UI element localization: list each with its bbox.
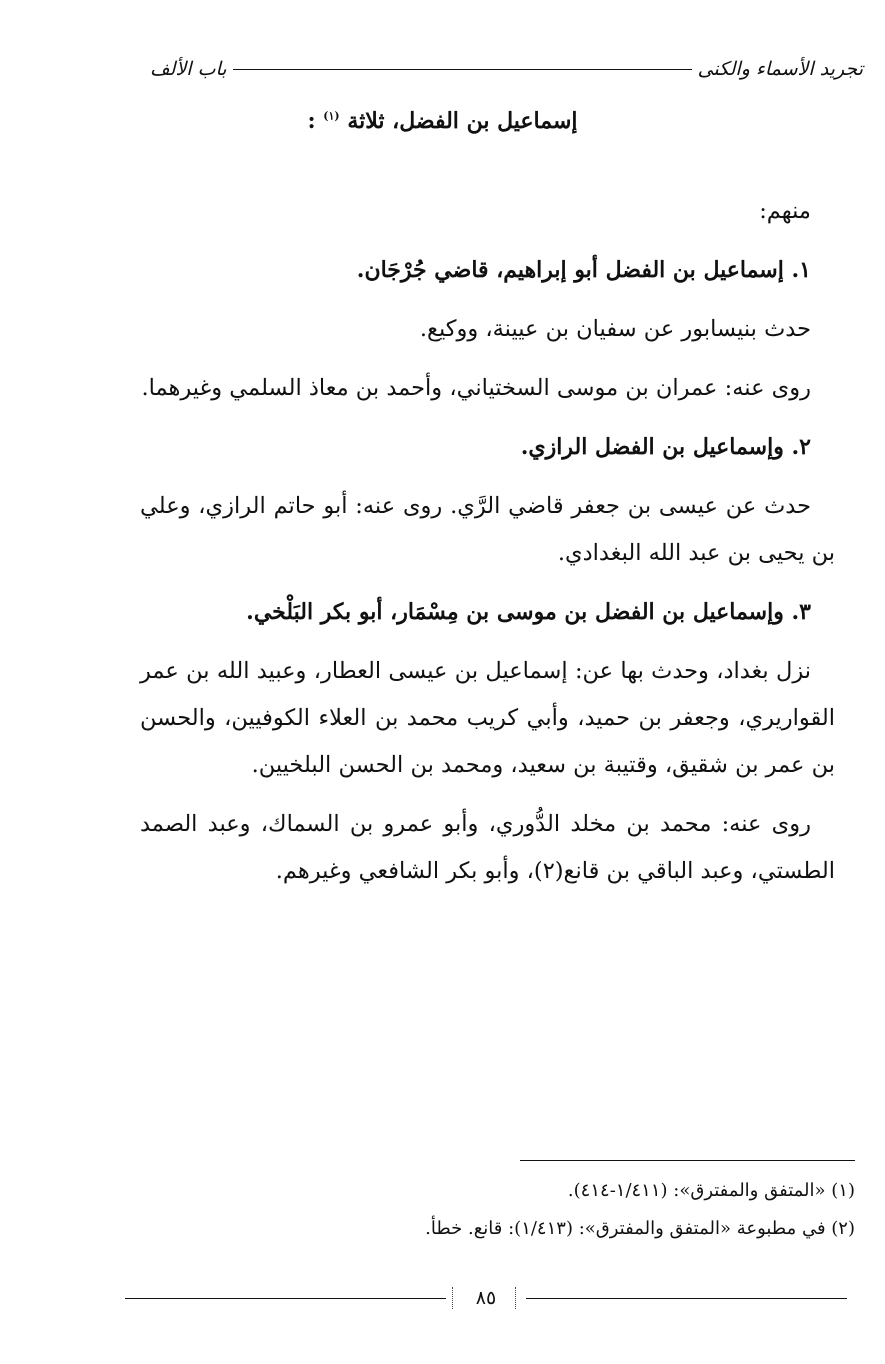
entry-heading-3: ٣. وإسماعيل بن الفضل بن موسى بن مِسْمَار، أبو بكر البَلْخي.: [246, 599, 811, 625]
page-number: ٨٥: [446, 1287, 526, 1309]
section-title-colon: :: [307, 108, 316, 134]
footnote-marker-1: (١): [323, 109, 340, 123]
footnote-2: (٢) في مطبوعة «المتفق والمفترق»: (١/٤١٣): قانع. خطأ.: [425, 1218, 855, 1239]
section-title-text: إسماعيل بن الفضل، ثلاثة: [347, 108, 578, 134]
running-header-book-title: تجريد الأسماء والكنى: [697, 58, 863, 80]
footer-rule-right: [526, 1298, 847, 1299]
entry-1-paragraph-2: روى عنه: عمران بن موسى السختياني، وأحمد بن معاذ السلمي وغيرهما.: [141, 375, 811, 401]
entry-heading-2: ٢. وإسماعيل بن الفضل الرازي.: [520, 434, 811, 460]
footnote-1: (١) «المتفق والمفترق»: (١/٤١١-٤١٤).: [567, 1180, 855, 1201]
footnotes: [120, 1172, 855, 1248]
running-header-chapter: باب الألف: [150, 58, 227, 80]
body-text: [140, 188, 835, 907]
entry-3-paragraph-2: روى عنه: محمد بن مخلد الدُّوري، وأبو عمرو بن السماك، وعبد الصمد الطستي، وعبد الباقي بن قانع(٢)، وأبو بكر الشافعي وغيرهم.: [140, 811, 835, 884]
footer-rule-left: [125, 1298, 446, 1299]
entry-3-paragraph-1: نزل بغداد، وحدث بها عن: إسماعيل بن عيسى العطار، وعبيد الله بن عمر القواريري، وجعفر بن حميد، وأبي كريب محمد بن العلاء الكوفيين، والحسن بن عمر بن شقيق، وقتيبة بن سعيد، ومحمد بن الحسن البلخيين.: [140, 658, 835, 778]
running-header-rule: [233, 69, 692, 70]
entry-heading-1: ١. إسماعيل بن الفضل أبو إبراهيم، قاضي جُرْجَان.: [356, 257, 811, 283]
footnote-separator: [520, 1160, 855, 1161]
entry-1-paragraph-1: حدث بنيسابور عن سفيان بن عيينة، ووكيع.: [419, 316, 811, 342]
intro-line: منهم:: [759, 198, 811, 224]
section-title: [0, 108, 885, 134]
page-footer: [125, 1283, 847, 1313]
running-header: [150, 52, 863, 86]
entry-2-paragraph-1: حدث عن عيسى بن جعفر قاضي الرَّي. روى عنه: أبو حاتم الرازي، وعلي بن يحيى بن عبد الله البغدادي.: [140, 493, 835, 566]
